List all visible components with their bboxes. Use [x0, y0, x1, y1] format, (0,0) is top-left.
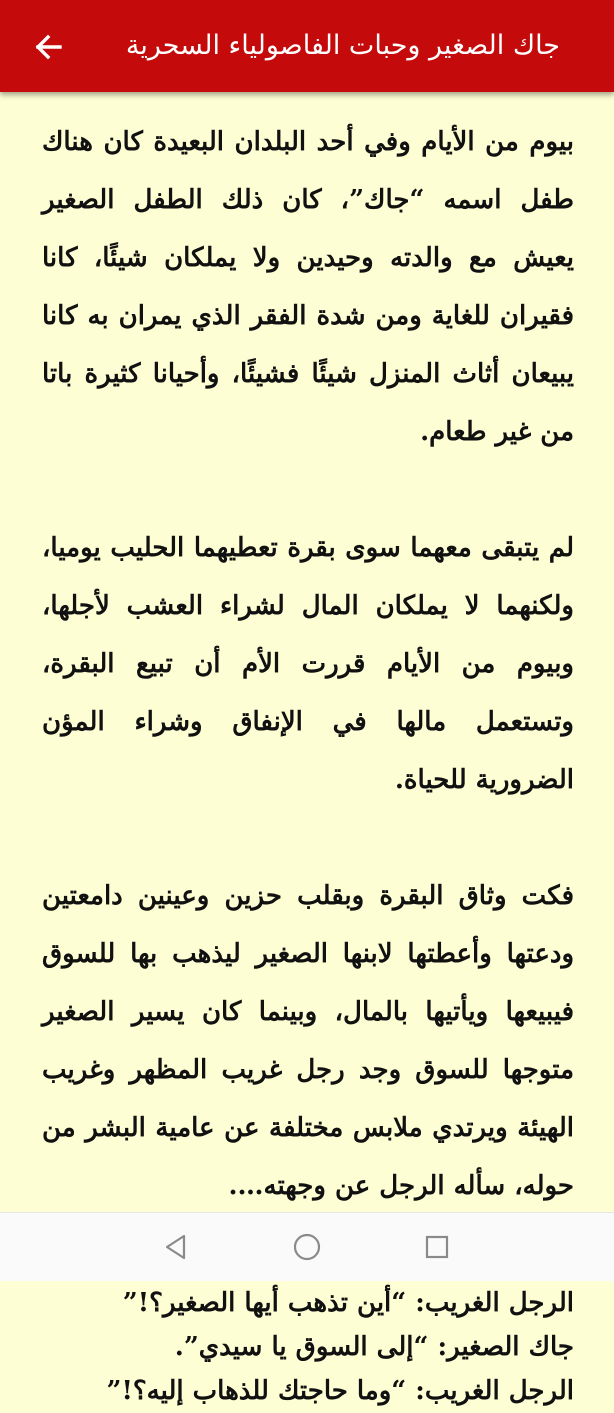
dialogue-line-1: الرجل الغريب: “أين تذهب أيها الصغير؟!”: [122, 1288, 574, 1318]
circle-home-icon: [292, 1232, 322, 1262]
story-paragraph-3: فكت وثاق البقرة وبقلب حزين وعينين دامعتين ودعتها وأعطتها لابنها الصغير ليذهب بها للسوق فيبيعها ويأتيها بالمال، وبينما كان يسير الصغير متوجها للسوق وجد رجل غريب المظهر وغريب الهيئة ويرتدي ملابس مختلفة عن عامية البشر من حوله، سأله الرجل عن وجهته….: [42, 881, 574, 1201]
story-paragraph-2: لم يتبقى معهما سوى بقرة تعطيهما الحليب يوميا، ولكنهما لا يملكان المال لشراء العشب لأجلها، وبيوم من الأيام قررت الأم أن تبيع البقرة، وتستعمل مالها في الإنفاق وشراء المؤن الضرورية للحياة.: [42, 533, 574, 795]
nav-back-button[interactable]: [156, 1227, 196, 1267]
dialogue-line-2: جاك الصغير: “إلى السوق يا سيدي”.: [174, 1332, 574, 1362]
arrow-left-icon: [34, 34, 62, 60]
story-content[interactable]: [0, 92, 614, 1406]
back-button[interactable]: [30, 29, 66, 65]
nav-home-button[interactable]: [287, 1227, 327, 1267]
system-nav-bar: [0, 1212, 614, 1281]
paragraph-spacer: [0, 809, 614, 867]
dialogue-line-3: الرجل الغريب: “وما حاجتك للذهاب إليه؟!”: [106, 1376, 574, 1406]
app-bar: [0, 0, 614, 92]
square-recents-icon: [424, 1234, 450, 1260]
page-title: جاك الصغير وحبات الفاصولياء السحرية: [125, 30, 560, 61]
story-paragraph-1: بيوم من الأيام وفي أحد البلدان البعيدة كان هناك طفل اسمه “جاك”، كان ذلك الطفل الصغير يعيش مع والدته وحيدين ولا يملكان شيئًا، كانا فقيران للغاية ومن شدة الفقر الذي يمران به كانا يبيعان أثاث المنزل شيئًا فشيئًا، وأحيانا كثيرة باتا من غير طعام.: [42, 127, 574, 447]
nav-recents-button[interactable]: [417, 1227, 457, 1267]
paragraph-spacer: [0, 461, 614, 519]
triangle-back-icon: [163, 1233, 189, 1261]
